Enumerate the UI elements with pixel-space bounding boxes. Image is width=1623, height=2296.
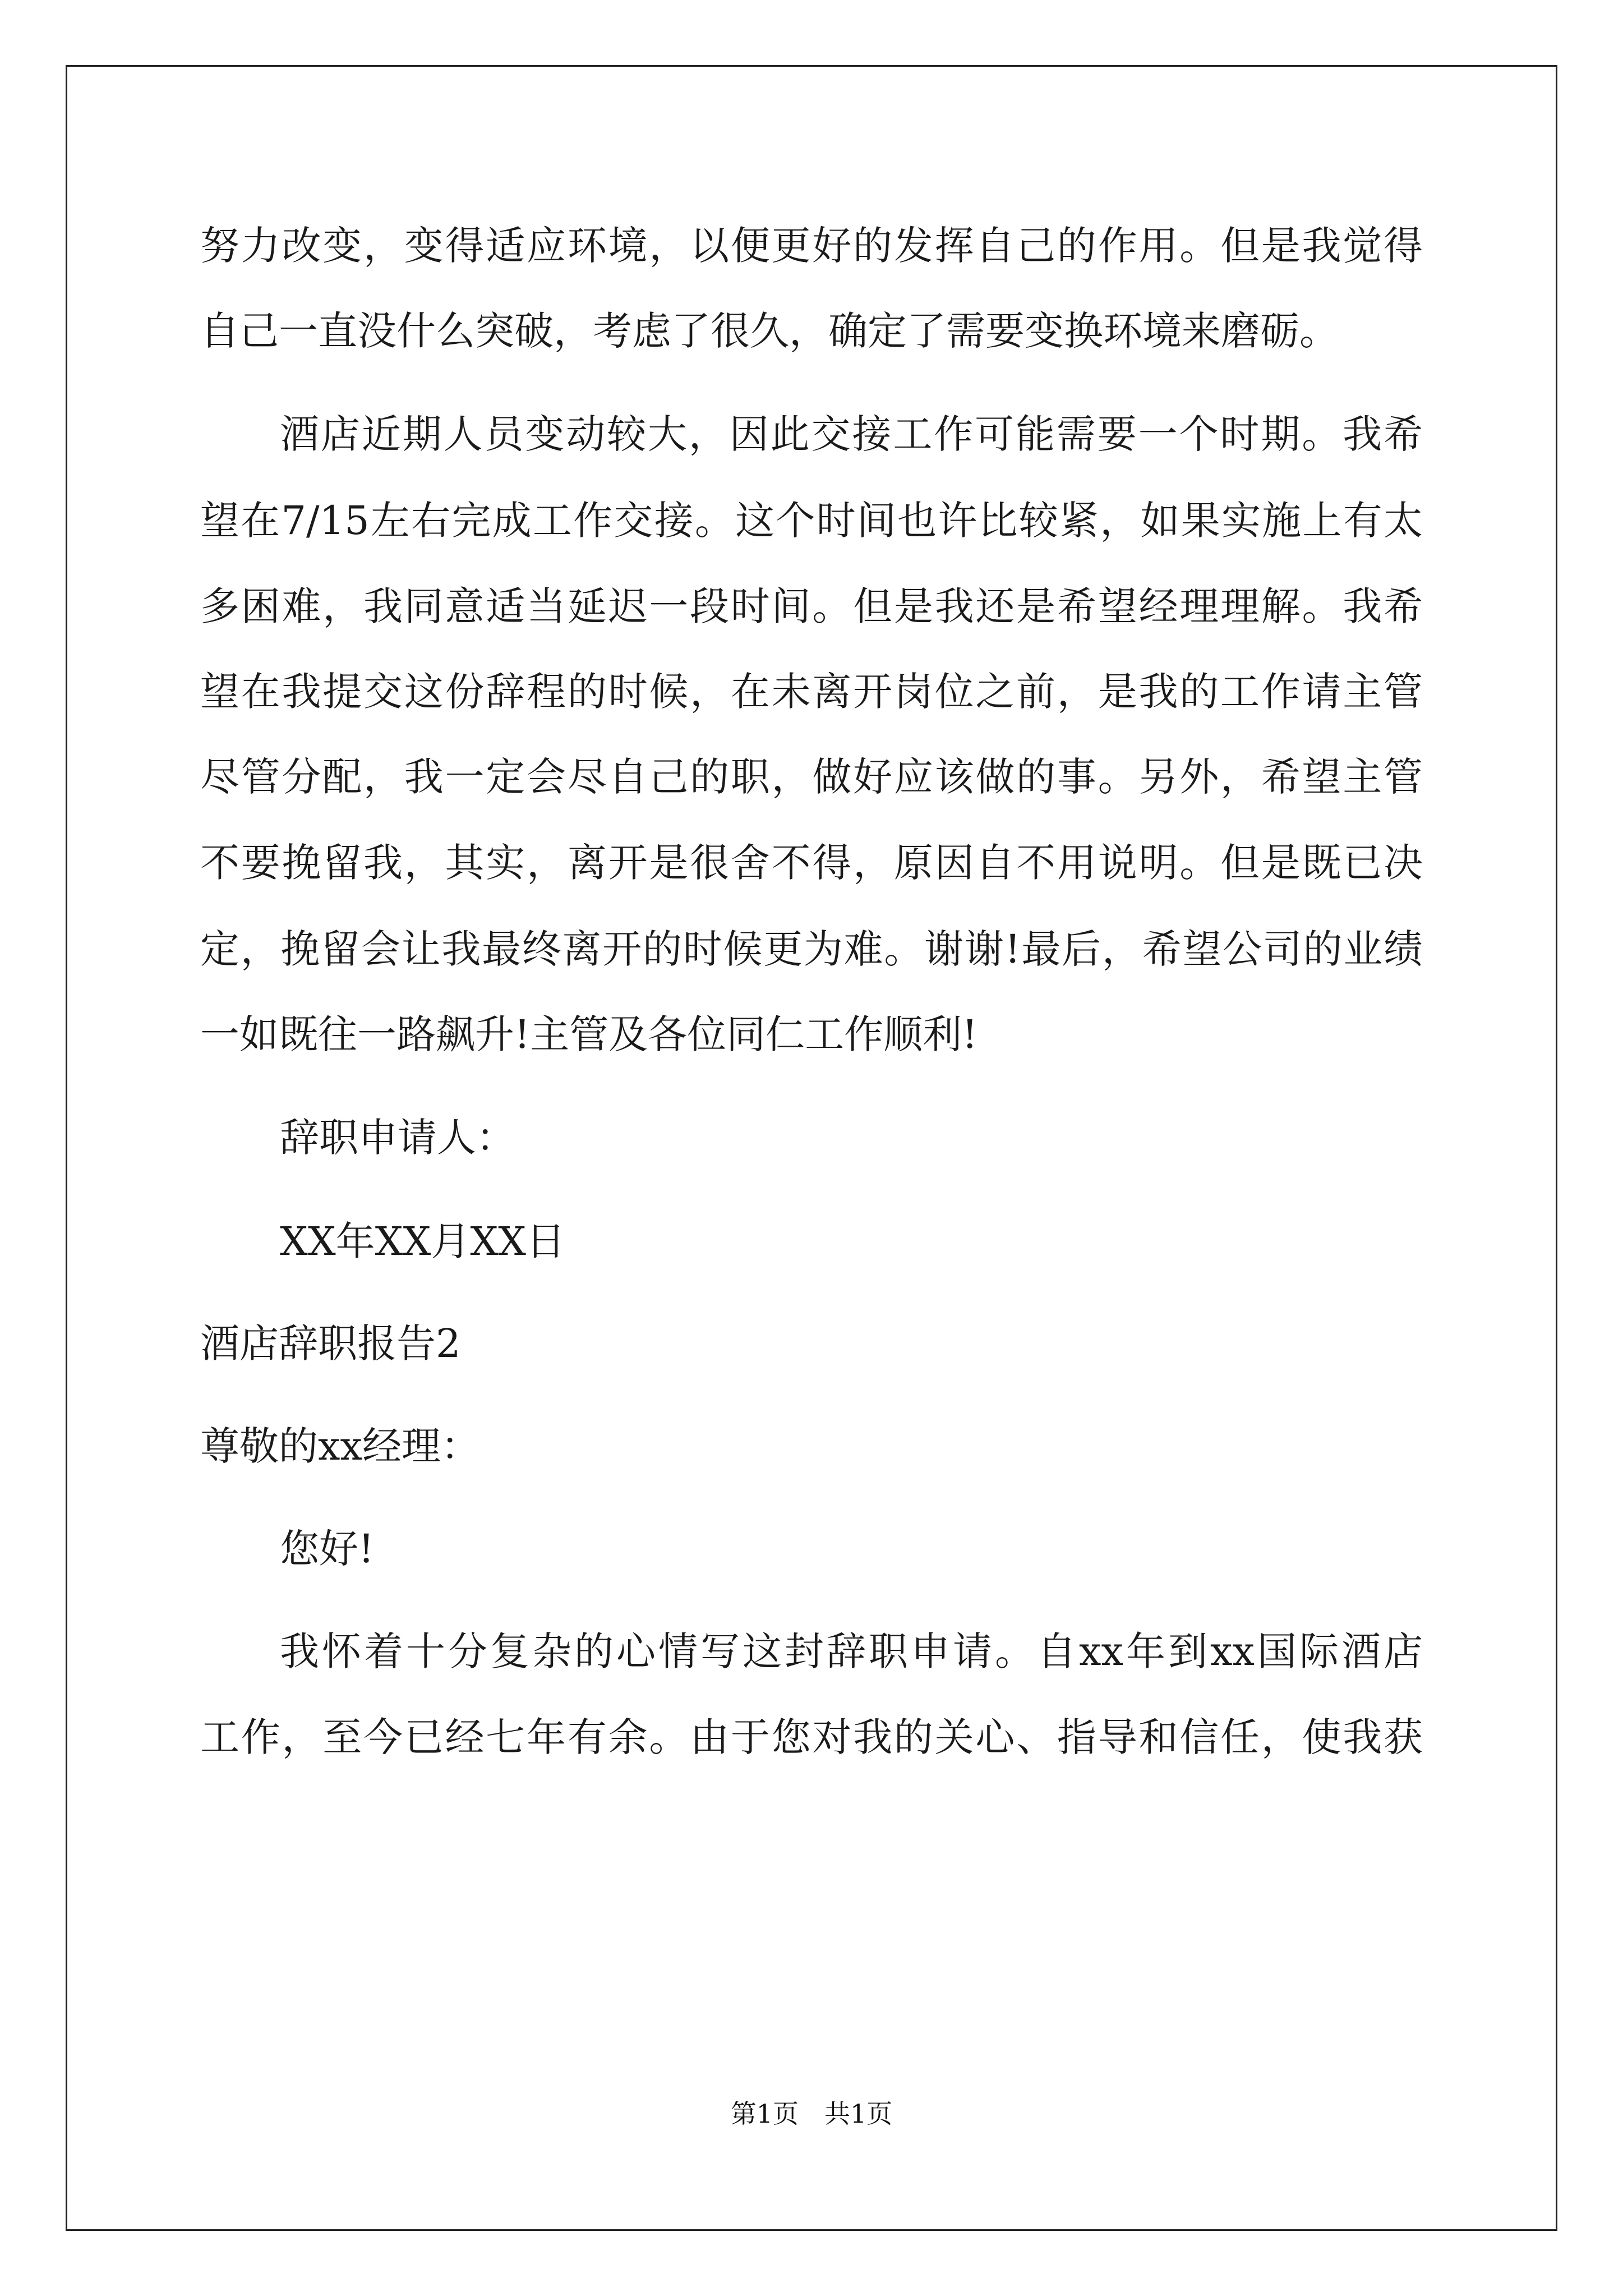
salutation: 尊敬的xx经理： <box>200 1423 480 1469</box>
text-line-3: 酒店近期人员变动较大，因此交接工作可能需要一个时期。我希 <box>280 411 1423 457</box>
text-line-4: 望在7/15左右完成工作交接。这个时间也许比较紧，如果实施上有太 <box>200 498 1423 544</box>
page-footer: 第1页 共1页 <box>730 2099 893 2129</box>
text-line-6: 望在我提交这份辞程的时候，在未离开岗位之前，是我的工作请主管 <box>200 669 1423 715</box>
text-line-2: 自己一直没什么突破，考虑了很久，确定了需要变换环境来磨砺。 <box>200 308 1339 354</box>
text-line-8: 不要挽留我，其实，离开是很舍不得，原因自不用说明。但是既已决 <box>200 840 1423 886</box>
text-line-10: 一如既往一路飙升!主管及各位同仁工作顺利! <box>200 1011 978 1057</box>
greeting: 您好! <box>280 1526 375 1572</box>
signature-label: 辞职申请人： <box>280 1115 515 1161</box>
text-line-16: 我怀着十分复杂的心情写这封辞职申请。自xx年到xx国际酒店 <box>280 1628 1423 1674</box>
text-line-1: 努力改变，变得适应环境，以便更好的发挥自己的作用。但是我觉得 <box>200 223 1423 269</box>
text-line-5: 多困难，我同意适当延迟一段时间。但是我还是希望经理理解。我希 <box>200 583 1423 629</box>
text-line-7: 尽管分配，我一定会尽自己的职，做好应该做的事。另外，希望主管 <box>200 754 1423 800</box>
date-line: XX年XX月XX日 <box>280 1218 566 1264</box>
section-title: 酒店辞职报告2 <box>200 1320 461 1366</box>
text-line-9: 定，挽留会让我最终离开的时候更为难。谢谢!最后，希望公司的业绩 <box>200 926 1423 972</box>
text-line-17: 工作，至今已经七年有余。由于您对我的关心、指导和信任，使我获 <box>200 1714 1423 1760</box>
